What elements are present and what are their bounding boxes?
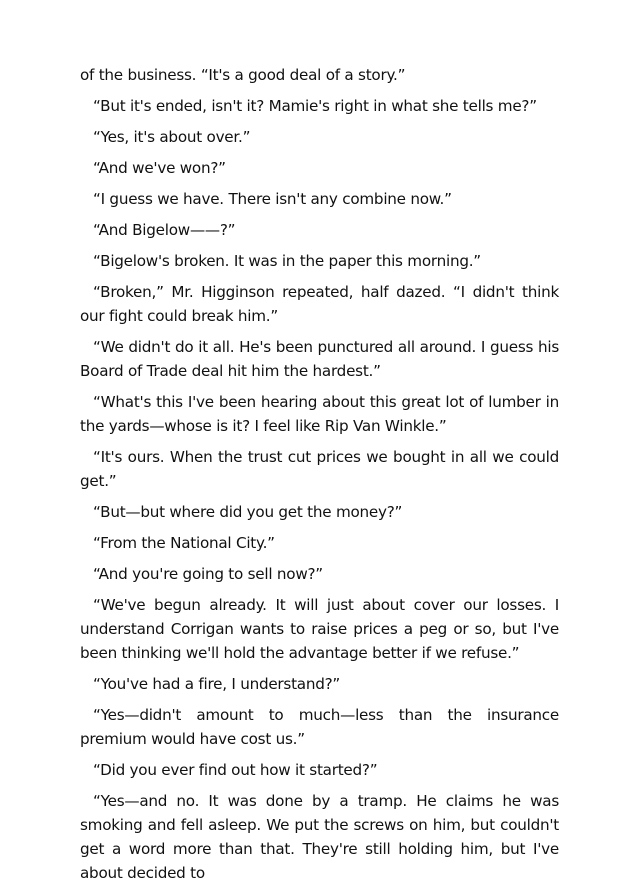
paragraph-10: “What's this I've been hearing about this great lot of lumber in the yards—whose is it? I feel like Rip Van Winkle.” [80, 393, 559, 435]
paragraph-16: “You've had a fire, I understand?” [93, 675, 341, 693]
paragraph-15: “We've begun already. It will just about cover our losses. I understand Corrigan wants to raise prices a peg or so, but I've been thinking we'll hold the advantage better if we refuse.” [80, 596, 559, 662]
paragraph-9: “We didn't do it all. He's been punctured all around. I guess his Board of Trade deal hit him the hardest.” [80, 338, 559, 380]
paragraph-18: “Did you ever find out how it started?” [93, 761, 378, 779]
paragraph-17: “Yes—didn't amount to much—less than the insurance premium would have cost us.” [80, 706, 559, 748]
paragraph-5: “I guess we have. There isn't any combine now.” [93, 190, 452, 208]
paragraph-8: “Broken,” Mr. Higginson repeated, half dazed. “I didn't think our fight could break him.” [80, 283, 559, 325]
paragraph-11: “It's ours. When the trust cut prices we bought in all we could get.” [80, 448, 559, 490]
paragraph-4: “And we've won?” [93, 159, 226, 177]
paragraph-6: “And Bigelow——?” [93, 221, 236, 239]
paragraph-19: “Yes—and no. It was done by a tramp. He claims he was smoking and fell asleep. We put the screws on him, but couldn't get a word more than that. They're still holding him, but I've about decided to [80, 792, 559, 882]
paragraph-14: “And you're going to sell now?” [93, 565, 323, 583]
paragraph-1: of the business. “It's a good deal of a story.” [80, 66, 406, 84]
paragraph-12: “But—but where did you get the money?” [93, 503, 403, 521]
paragraph-13: “From the National City.” [93, 534, 275, 552]
paragraph-3: “Yes, it's about over.” [93, 128, 251, 146]
book-page [80, 63, 559, 892]
paragraph-2: “But it's ended, isn't it? Mamie's right in what she tells me?” [93, 97, 537, 115]
paragraph-7: “Bigelow's broken. It was in the paper this morning.” [93, 252, 481, 270]
